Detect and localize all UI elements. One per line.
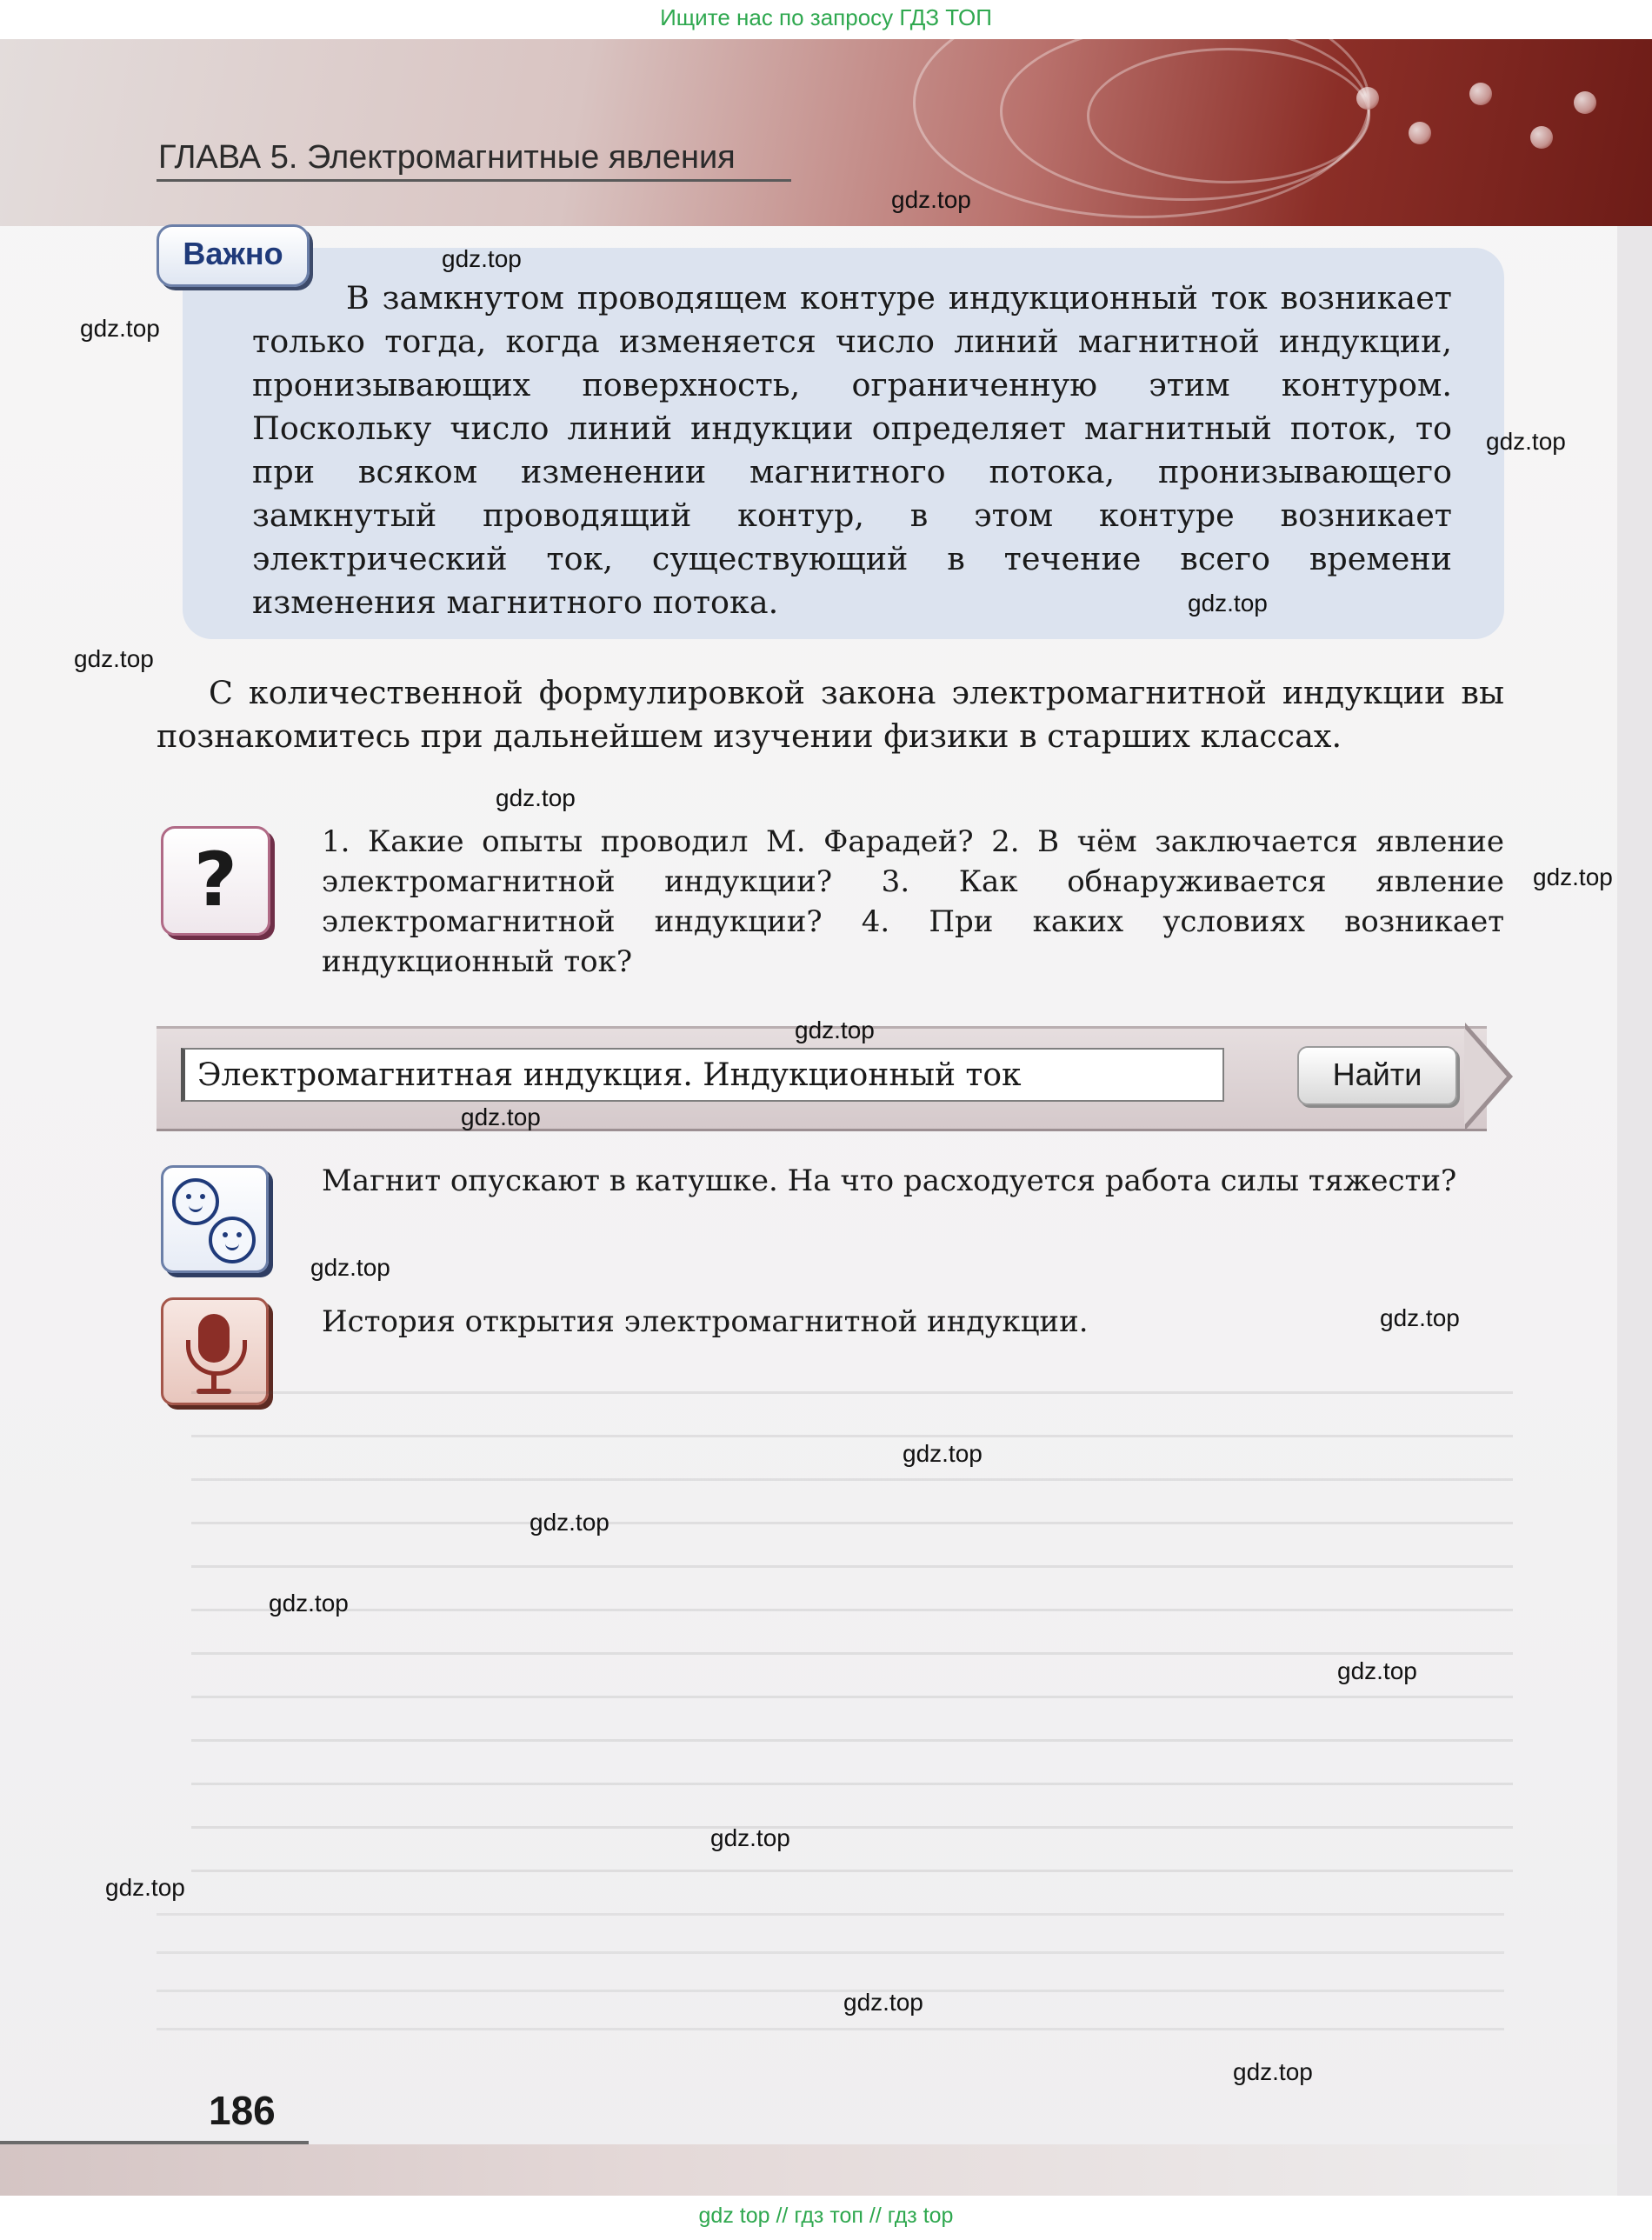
- bubble-decoration: [1574, 91, 1596, 114]
- review-questions: 1. Какие опыты проводил М. Фарадей? 2. В чём заключается явление электромагнитной индукции? 3. Как обнаруживается явление электромагнитной индукции? 4. При каких условиях возникает индукционный ток?: [322, 824, 1504, 979]
- watermark: gdz.top: [461, 1103, 541, 1130]
- watermark: gdz.top: [496, 784, 576, 811]
- watermark: gdz.top: [1188, 590, 1268, 617]
- watermark: gdz.top: [795, 1017, 875, 1043]
- bubble-decoration: [1356, 87, 1379, 110]
- chapter-title: ГЛАВА 5. Электромагнитные явления: [158, 139, 736, 176]
- search-input[interactable]: Электромагнитная индукция. Индукционный ток: [181, 1048, 1224, 1102]
- bleed-through-text: [157, 1913, 1504, 2052]
- watermark: gdz.top: [74, 645, 154, 672]
- watermark: gdz.top: [1337, 1657, 1417, 1684]
- watermark: gdz.top: [1380, 1304, 1460, 1331]
- search-bar-arrow-fill: [1464, 1028, 1507, 1125]
- footer-decoration: [0, 2144, 1617, 2197]
- watermark: gdz.top: [310, 1254, 390, 1281]
- watermark: gdz.top: [269, 1590, 349, 1617]
- header-decoration: [0, 39, 1652, 226]
- bottom-watermark-strip[interactable]: gdz top // гдз топ // гдз top: [0, 2196, 1652, 2240]
- discussion-faces-icon: [161, 1165, 269, 1273]
- watermark: gdz.top: [903, 1440, 983, 1467]
- microphone-icon: [161, 1297, 269, 1405]
- page-number: 186: [209, 2088, 276, 2133]
- eye-shape: [236, 1232, 242, 1237]
- swirl-decoration: [1087, 48, 1370, 183]
- mouth-shape: [225, 1241, 239, 1250]
- watermark: gdz.top: [843, 1989, 923, 2016]
- watermark: gdz.top: [105, 1874, 185, 1901]
- watermark: gdz.top: [442, 245, 522, 272]
- bleed-through-text: [191, 1391, 1513, 1878]
- bubble-decoration: [1409, 122, 1431, 144]
- face-icon: [172, 1178, 219, 1225]
- task-text: Магнит опускают в катушке. На что расходуется работа силы тяжести?: [322, 1163, 1457, 1198]
- top-banner[interactable]: Ищите нас по запросу ГДЗ ТОП: [660, 4, 992, 30]
- watermark: gdz.top: [710, 1824, 790, 1851]
- page-edge: [1617, 39, 1652, 2196]
- watermark: gdz.top: [1486, 428, 1566, 455]
- eye-shape: [186, 1194, 191, 1199]
- chapter-underline: [157, 179, 791, 182]
- bubble-decoration: [1530, 126, 1553, 149]
- search-button[interactable]: Найти: [1297, 1046, 1457, 1105]
- watermark: gdz.top: [1533, 863, 1613, 890]
- watermark: gdz.top: [891, 186, 971, 213]
- watermark: gdz.top: [530, 1509, 610, 1536]
- important-text: В замкнутом проводящем контуре индукционный ток возникает только тогда, когда изменяется число линий магнитной индукции, пронизывающих поверхность, ограниченную этим контуром. Поскольку число линий индукции определяет магнитный поток, то при всяком изменении магнитного потока, пронизывающего замкнутый проводящий контур, в этом контуре возникает электрический ток, существующий в течение всего времени изменения магнитного потока.: [252, 279, 1452, 621]
- watermark: gdz.top: [80, 315, 160, 342]
- eye-shape: [200, 1194, 205, 1199]
- body-paragraph: С количественной формулировкой закона электромагнитной индукции вы познакомитесь при дальнейшем изучении физики в старших классах.: [157, 674, 1504, 755]
- footer-line: [0, 2141, 309, 2144]
- watermark: gdz.top: [1233, 2058, 1313, 2085]
- face-icon: [209, 1217, 256, 1263]
- mic-arc: [186, 1340, 247, 1376]
- question-icon: ?: [161, 826, 270, 936]
- mouth-shape: [189, 1203, 203, 1212]
- eye-shape: [223, 1232, 228, 1237]
- important-tag: Важно: [157, 224, 310, 287]
- bubble-decoration: [1469, 83, 1492, 105]
- history-text: История открытия электромагнитной индукции.: [322, 1304, 1089, 1339]
